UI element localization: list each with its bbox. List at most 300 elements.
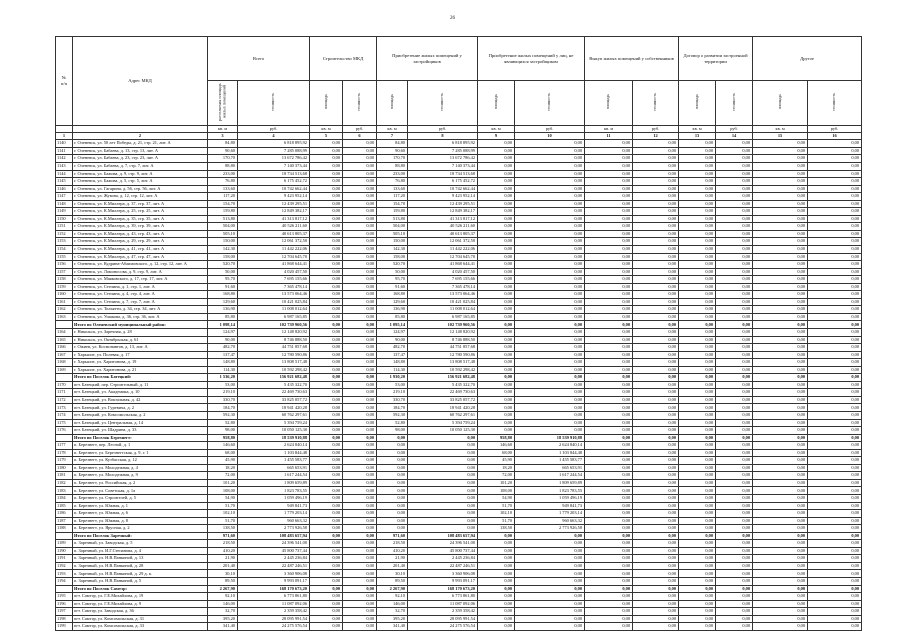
value-cell: 0,00: [515, 185, 585, 193]
value-cell: 0,00: [515, 404, 585, 412]
value-cell: 0,00: [679, 555, 716, 563]
subtotal-row: [56, 321, 862, 329]
value-cell: 0,00: [515, 230, 585, 238]
value-cell: 0,00: [585, 291, 633, 299]
value-cell: 32,70: [208, 608, 238, 616]
value-cell: 0,00: [808, 479, 862, 487]
row-index: 1158: [56, 276, 73, 284]
value-cell: 6 175 452,72: [238, 178, 310, 186]
column-number: 9: [478, 132, 515, 139]
value-cell: 0,00: [716, 147, 753, 155]
value-cell: 0,00: [310, 140, 343, 148]
value-cell: 0,00: [753, 306, 808, 314]
row-index: 1173: [56, 404, 73, 412]
value-cell: 0,00: [343, 328, 377, 336]
value-cell: 0,00: [377, 495, 408, 503]
value-cell: 0,00: [310, 442, 343, 450]
value-cell: 1 617 244,54: [515, 472, 585, 480]
value-cell: 0,00: [310, 389, 343, 397]
value-cell: 90,60: [377, 147, 408, 155]
row-index: 1172: [56, 396, 73, 404]
value-cell: 7 285 088,99: [238, 147, 310, 155]
column-number: 11: [585, 132, 633, 139]
value-cell: 5 435 322,70: [408, 381, 478, 389]
value-cell: 0,00: [343, 570, 377, 578]
value-cell: 10 050 125,30: [238, 427, 310, 435]
value-cell: 0,00: [753, 261, 808, 269]
value-cell: 6 773 861,80: [408, 593, 478, 601]
value-cell: 0,00: [633, 396, 679, 404]
value-cell: 53,00: [208, 381, 238, 389]
value-cell: 0,00: [515, 585, 585, 593]
value-cell: 0,00: [478, 359, 515, 367]
value-cell: 482,70: [208, 344, 238, 352]
value-cell: 0,00: [633, 389, 679, 397]
row-address: г. Никольск, ул. Заречная, д. 28: [73, 328, 208, 336]
value-cell: 0,00: [716, 623, 753, 631]
value-cell: 0,00: [343, 487, 377, 495]
value-cell: 0,00: [310, 427, 343, 435]
table-row: [56, 208, 862, 216]
header-group-developer-purchase: Приобретение жилых помещений у застройщиков: [377, 37, 478, 81]
value-cell: 0,00: [633, 547, 679, 555]
value-cell: 0,00: [585, 223, 633, 231]
row-index: 1185: [56, 502, 73, 510]
value-cell: 0,00: [753, 366, 808, 374]
table-body: [56, 140, 862, 631]
value-cell: 0,00: [585, 245, 633, 253]
value-cell: 137,47: [377, 351, 408, 359]
value-cell: 665 653,91: [238, 464, 310, 472]
value-cell: 33 825 057,72: [408, 396, 478, 404]
value-cell: 0,00: [808, 162, 862, 170]
value-cell: 0,00: [310, 525, 343, 533]
value-cell: 2 445 236,84: [408, 555, 478, 563]
value-cell: 0,00: [633, 178, 679, 186]
value-cell: 0,00: [310, 321, 343, 329]
value-cell: 0,00: [753, 147, 808, 155]
value-cell: 0,00: [478, 170, 515, 178]
value-cell: 2 773 926,58: [238, 525, 310, 533]
value-cell: 44 751 857,68: [238, 344, 310, 352]
value-cell: 150,00: [377, 238, 408, 246]
value-cell: 0,00: [716, 162, 753, 170]
value-cell: 0,00: [515, 412, 585, 420]
value-cell: 0,00: [808, 283, 862, 291]
value-cell: 88,80: [377, 162, 408, 170]
value-cell: 154,70: [377, 200, 408, 208]
value-cell: 156 921 682,48: [408, 374, 478, 382]
value-cell: 0,00: [753, 510, 808, 518]
value-cell: 0,00: [408, 487, 478, 495]
value-cell: 0,00: [343, 555, 377, 563]
row-address: г. Ожиев, ул. Космонавтов, д. 13, лит. А: [73, 344, 208, 352]
row-address: г. Оленевск, ул. К.Миллера, д. 37, стр. 37, лит. А: [73, 200, 208, 208]
value-cell: 0,00: [478, 555, 515, 563]
table-row: [56, 238, 862, 246]
value-cell: 13 672 786,42: [238, 155, 310, 163]
value-cell: 0,00: [343, 245, 377, 253]
value-cell: 52,80: [377, 419, 408, 427]
value-cell: 0,00: [808, 306, 862, 314]
value-cell: 0,00: [716, 208, 753, 216]
value-cell: 0,00: [633, 291, 679, 299]
value-cell: 0,00: [633, 344, 679, 352]
row-index: 1181: [56, 472, 73, 480]
row-address: г. Оленевск, ул. К.Миллера, д. 39, стр. 39, лит. А: [73, 223, 208, 231]
value-cell: 0,00: [310, 351, 343, 359]
value-cell: 0,00: [633, 298, 679, 306]
value-cell: 18,20: [478, 464, 515, 472]
value-cell: 72,00: [478, 472, 515, 480]
value-cell: 0,00: [585, 208, 633, 216]
value-cell: 219,10: [377, 389, 408, 397]
column-number: 4: [238, 132, 310, 139]
value-cell: 0,00: [343, 623, 377, 631]
value-cell: 0,00: [478, 540, 515, 548]
header-sub-area: площадь: [679, 81, 716, 126]
value-cell: 0,00: [310, 306, 343, 314]
value-cell: 0,00: [679, 223, 716, 231]
unit-cell: руб.: [515, 125, 585, 132]
value-cell: 22 469 730,63: [408, 389, 478, 397]
row-index: 1182: [56, 479, 73, 487]
row-address: п. Заречный, ул. И.Г.Степанова, д. 4: [73, 547, 208, 555]
value-cell: 0,00: [679, 193, 716, 201]
value-cell: 95,70: [208, 276, 238, 284]
value-cell: 0,00: [716, 578, 753, 586]
value-cell: 0,00: [310, 562, 343, 570]
units-row: [56, 125, 862, 132]
value-cell: 0,00: [633, 336, 679, 344]
table-row: [56, 162, 862, 170]
value-cell: 0,00: [716, 306, 753, 314]
table-row: [56, 502, 862, 510]
value-cell: 0,00: [585, 185, 633, 193]
value-cell: 0,00: [310, 261, 343, 269]
value-cell: 0,00: [716, 555, 753, 563]
value-cell: 505,10: [208, 230, 238, 238]
value-cell: 0,00: [633, 162, 679, 170]
value-cell: 0,00: [716, 457, 753, 465]
value-cell: 0,00: [585, 193, 633, 201]
header-sub-cost: стоимость: [515, 81, 585, 126]
row-address: г. Харьялэт, ул. Харитонова, д. 21: [73, 366, 208, 374]
row-address: г. Оленевск, ул. Тольятти, д. 34, стр. 34, лит. А: [73, 306, 208, 314]
value-cell: 1 779 203,14: [238, 510, 310, 518]
table-row: [56, 562, 862, 570]
row-index: [56, 434, 73, 442]
unit-cell: кв. м: [377, 125, 408, 132]
value-cell: 0,00: [585, 547, 633, 555]
row-index: 1198: [56, 615, 73, 623]
value-cell: 0,00: [808, 328, 862, 336]
value-cell: 9 423 952,14: [238, 193, 310, 201]
value-cell: 0,00: [808, 366, 862, 374]
value-cell: 0,00: [808, 276, 862, 284]
value-cell: 0,00: [310, 412, 343, 420]
row-index: 1188: [56, 525, 73, 533]
value-cell: 3 360 906,08: [408, 570, 478, 578]
value-cell: 0,00: [679, 600, 716, 608]
value-cell: 0,00: [478, 351, 515, 359]
value-cell: 0,00: [753, 344, 808, 352]
row-address: г. Оленевск, ул. Степина, д. 4, стр. 4, лит. А: [73, 291, 208, 299]
value-cell: 0,00: [585, 502, 633, 510]
value-cell: 0,00: [679, 366, 716, 374]
value-cell: 0,00: [679, 200, 716, 208]
value-cell: 0,00: [753, 162, 808, 170]
value-cell: 0,00: [633, 313, 679, 321]
row-address: пгт. Самтэр, ул. Г.Е.Михайлова, д. 9: [73, 600, 208, 608]
value-cell: 0,00: [310, 479, 343, 487]
value-cell: 0,00: [515, 238, 585, 246]
value-cell: 2 359 358,42: [238, 608, 310, 616]
value-cell: 0,00: [515, 313, 585, 321]
value-cell: 158,00: [377, 253, 408, 261]
value-cell: 0,00: [753, 178, 808, 186]
value-cell: 0,00: [408, 495, 478, 503]
value-cell: 10 742 662,44: [408, 185, 478, 193]
value-cell: 0,00: [343, 261, 377, 269]
value-cell: 949 841,73: [238, 502, 310, 510]
value-cell: 76,80: [208, 178, 238, 186]
value-cell: 0,00: [408, 502, 478, 510]
row-address: г. Харьялэт, ул. Харитонова, д. 19: [73, 359, 208, 367]
value-cell: 0,00: [515, 283, 585, 291]
value-cell: 136,90: [377, 306, 408, 314]
value-cell: 0,00: [478, 313, 515, 321]
table-row: [56, 245, 862, 253]
value-cell: 117,20: [377, 193, 408, 201]
value-cell: 0,00: [310, 298, 343, 306]
value-cell: 0,00: [716, 223, 753, 231]
value-cell: 170,70: [208, 155, 238, 163]
value-cell: 0,00: [585, 178, 633, 186]
value-cell: 184,70: [377, 404, 408, 412]
value-cell: 0,00: [633, 517, 679, 525]
value-cell: 0,00: [343, 215, 377, 223]
value-cell: 0,00: [808, 298, 862, 306]
row-index: 1150: [56, 215, 73, 223]
value-cell: 133,60: [208, 185, 238, 193]
row-address: п. Березнегт, ул. Южная, д. 1: [73, 502, 208, 510]
value-cell: 0,00: [808, 457, 862, 465]
value-cell: 0,00: [515, 298, 585, 306]
value-cell: 1 098,14: [208, 321, 238, 329]
value-cell: 0,00: [633, 306, 679, 314]
value-cell: 12 849 382,17: [408, 208, 478, 216]
value-cell: 0,00: [753, 381, 808, 389]
value-cell: 0,00: [478, 140, 515, 148]
row-index: 1195: [56, 593, 73, 601]
value-cell: 0,00: [515, 532, 585, 540]
value-cell: 0,00: [753, 562, 808, 570]
value-cell: 0,00: [679, 427, 716, 435]
value-cell: 0,00: [515, 396, 585, 404]
value-cell: 0,00: [633, 578, 679, 586]
value-cell: 3 360 906,08: [238, 570, 310, 578]
value-cell: 0,00: [716, 178, 753, 186]
value-cell: 0,00: [679, 578, 716, 586]
value-cell: 6 987 165,85: [238, 313, 310, 321]
resettlement-table: [55, 36, 862, 631]
value-cell: 0,00: [310, 200, 343, 208]
column-number: 12: [633, 132, 679, 139]
value-cell: 1 095,14: [377, 321, 408, 329]
row-index: 1149: [56, 208, 73, 216]
value-cell: 0,00: [808, 215, 862, 223]
row-index: 1160: [56, 291, 73, 299]
row-index: 1197: [56, 608, 73, 616]
row-index: 1175: [56, 419, 73, 427]
value-cell: 0,00: [753, 593, 808, 601]
row-index: 1169: [56, 366, 73, 374]
value-cell: 154,70: [208, 200, 238, 208]
value-cell: 0,00: [585, 276, 633, 284]
value-cell: 12 061 372,50: [238, 238, 310, 246]
value-cell: 0,00: [679, 525, 716, 533]
value-cell: 146,00: [208, 600, 238, 608]
value-cell: 2 359 358,42: [408, 608, 478, 616]
value-cell: 0,00: [343, 600, 377, 608]
value-cell: 0,00: [343, 200, 377, 208]
header-group-construction: Строительство МКД: [310, 37, 377, 81]
table-row: [56, 366, 862, 374]
value-cell: 101,20: [478, 479, 515, 487]
value-cell: 0,00: [478, 396, 515, 404]
column-number: 3: [208, 132, 238, 139]
value-cell: 0,00: [679, 283, 716, 291]
value-cell: 0,00: [633, 261, 679, 269]
value-cell: 0,00: [633, 623, 679, 631]
value-cell: 513,80: [377, 215, 408, 223]
value-cell: 0,00: [585, 540, 633, 548]
value-cell: 7 365 478,14: [408, 283, 478, 291]
row-address: г. Оленевск, ул. 50 лет Победы, д. 21, стр. 21, лит. А: [73, 140, 208, 148]
value-cell: 0,00: [515, 389, 585, 397]
header-sub-cost: стоимость: [238, 81, 310, 126]
value-cell: 0,00: [343, 366, 377, 374]
value-cell: 12 148 820,92: [408, 328, 478, 336]
value-cell: 0,00: [515, 193, 585, 201]
value-cell: 0,00: [585, 600, 633, 608]
value-cell: 0,00: [585, 419, 633, 427]
value-cell: 0,00: [753, 472, 808, 480]
value-cell: 10 050 125,30: [408, 427, 478, 435]
value-cell: 0,00: [310, 215, 343, 223]
value-cell: 0,00: [310, 155, 343, 163]
value-cell: 0,00: [716, 344, 753, 352]
value-cell: 4 020 457,50: [408, 268, 478, 276]
row-index: 1152: [56, 230, 73, 238]
row-index: 1186: [56, 510, 73, 518]
value-cell: 958,80: [478, 434, 515, 442]
value-cell: 0,00: [633, 570, 679, 578]
value-cell: 0,00: [679, 472, 716, 480]
value-cell: 0,00: [343, 276, 377, 284]
value-cell: 124,97: [377, 328, 408, 336]
value-cell: 0,00: [753, 170, 808, 178]
value-cell: 0,00: [716, 328, 753, 336]
value-cell: 0,00: [515, 555, 585, 563]
value-cell: 0,00: [633, 147, 679, 155]
value-cell: 0,00: [679, 359, 716, 367]
value-cell: 0,00: [753, 336, 808, 344]
table-row: [56, 185, 862, 193]
value-cell: 0,00: [753, 223, 808, 231]
value-cell: 84,80: [377, 140, 408, 148]
value-cell: 0,00: [343, 283, 377, 291]
value-cell: 0,00: [716, 419, 753, 427]
value-cell: 0,00: [808, 472, 862, 480]
value-cell: 0,00: [515, 344, 585, 352]
value-cell: 0,00: [343, 193, 377, 201]
row-address: п. Березнегт, ул. Молодежная, д. 9: [73, 472, 208, 480]
row-address: г. Оленевск, ул. К.Миллера, д. 35, стр. 35, лит. А: [73, 215, 208, 223]
value-cell: 0,00: [808, 585, 862, 593]
header-sub-area: площадь: [753, 81, 808, 126]
value-cell: 0,00: [633, 200, 679, 208]
value-cell: 0,00: [310, 359, 343, 367]
row-address: г. Оленевск, ул. Ушакова, д. 36, стр. 36, лит. А: [73, 313, 208, 321]
value-cell: 0,00: [753, 457, 808, 465]
value-cell: 0,00: [585, 585, 633, 593]
row-index: 1146: [56, 185, 73, 193]
value-cell: 0,00: [679, 464, 716, 472]
value-cell: 0,00: [716, 245, 753, 253]
header-sub-area: площадь: [377, 81, 408, 126]
value-cell: 0,00: [310, 464, 343, 472]
value-cell: 1 536,20: [208, 374, 238, 382]
value-cell: 0,00: [679, 517, 716, 525]
value-cell: 520,70: [208, 261, 238, 269]
value-cell: 12 780 590,86: [408, 351, 478, 359]
value-cell: 0,00: [808, 238, 862, 246]
value-cell: 0,00: [478, 585, 515, 593]
row-index: 1180: [56, 464, 73, 472]
value-cell: 505,10: [377, 230, 408, 238]
value-cell: 0,00: [633, 540, 679, 548]
row-index: 1199: [56, 623, 73, 631]
value-cell: 146,60: [478, 442, 515, 450]
value-cell: 0,00: [478, 593, 515, 601]
value-cell: 0,00: [377, 510, 408, 518]
value-cell: 89,50: [377, 578, 408, 586]
value-cell: 0,00: [716, 600, 753, 608]
value-cell: 50,00: [377, 268, 408, 276]
row-address: г. Оленевск, ул. К.Миллера, д. 41, стр. 41, лит. А: [73, 245, 208, 253]
value-cell: 0,00: [478, 155, 515, 163]
row-address: п. Березнегт, ул. Молодежная, д. 4: [73, 464, 208, 472]
value-cell: 0,00: [585, 434, 633, 442]
table-row: [56, 404, 862, 412]
value-cell: 156 921 682,48: [238, 374, 310, 382]
value-cell: 0,00: [343, 147, 377, 155]
value-cell: 0,00: [478, 419, 515, 427]
value-cell: 0,00: [478, 389, 515, 397]
row-address: пгт. Батецкий, ул. Центральная, д. 14: [73, 419, 208, 427]
row-address: п. Заречный, ул. Н.В.Панкиной, д. 5: [73, 578, 208, 586]
value-cell: 0,00: [633, 479, 679, 487]
value-cell: 0,00: [478, 245, 515, 253]
table-row: [56, 344, 862, 352]
value-cell: 0,00: [585, 442, 633, 450]
table-row: [56, 178, 862, 186]
value-cell: 30,10: [208, 570, 238, 578]
value-cell: 18 734 513,68: [408, 170, 478, 178]
value-cell: 0,00: [515, 208, 585, 216]
